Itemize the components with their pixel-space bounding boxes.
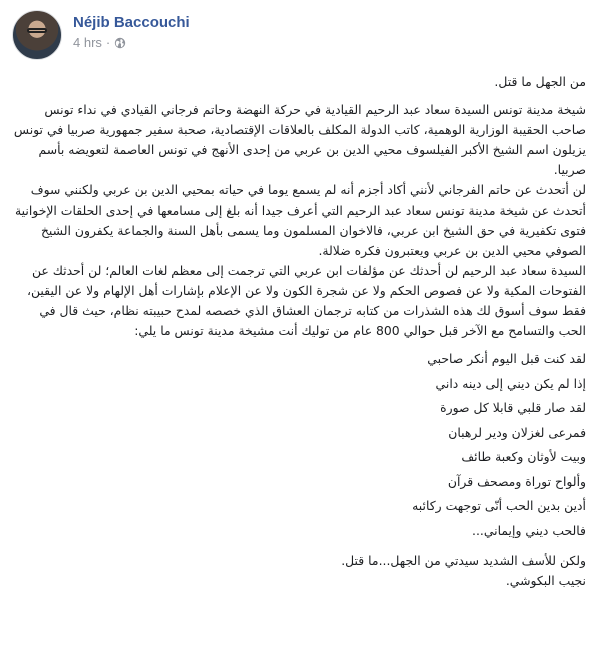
separator-dot: ·	[105, 35, 111, 50]
post-subline	[73, 35, 190, 50]
poem-line: أدين بدين الحب أنّى توجهت ركائبه	[412, 498, 586, 514]
paragraph-2: لن أتحدث عن حاتم الفرجاني لأنني أكاد أجزم أنه لم يسمع يوما في حياته بمحيي الدين بن عربي ولكنني سوف أتحدث عن شيخة مدينة تونس سعاد عبد الرحيم التي أعرف جيدا أنه بلغ إلى مسامعها في إحدى الحلقات الإخوانية فتوى تكفيرية في حق الشيخ ابن عربي، فالاخوان المسلمون وما يسمى بأهل السنة والجماعة يكفرون الشيخ الصوفي محيي الدين بن عربي ويعتبرون فكره ضلالة.	[15, 182, 586, 258]
globe-icon[interactable]	[114, 37, 126, 49]
post-meta	[73, 10, 190, 50]
poem-line: وبيت لأوثان وكعبة طائف	[461, 449, 586, 465]
poem-line: لقد كنت قبل اليوم أنكر صاحبي	[427, 351, 586, 367]
post-header	[12, 10, 588, 62]
closing-line: ولكن للأسف الشديد سيدتي من الجهل...ما قتل.	[341, 553, 586, 569]
post-title: من الجهل ما قتل.	[494, 74, 586, 89]
poem	[12, 347, 586, 543]
paragraph-3: السيدة سعاد عبد الرحيم لن أحدثك عن مؤلفات ابن عربي التي ترجمت إلى معظم لغات العالم؛ لن أحدثك عن الفتوحات المكية ولا عن فصوص الحكم ولا عن شجرة الكون ولا عن الإعلام بإشارات أهل الإلهام ولا عن اليقين، فقط سوف أسوق لك هذه الشذرات من كتابه ترجمان العشاق الذي خصصه لمدح حبيبته نظام، حيث قال في الحب والتسامح مع الآخر قبل حوالي 800 عام من توليك أنت مشيخة مدينة تونس ما يلي:	[27, 262, 586, 339]
post-time[interactable]: 4 hrs	[73, 35, 102, 50]
avatar[interactable]	[12, 10, 62, 60]
poem-line: وألواح توراة ومصحف قرآن	[447, 473, 586, 489]
poem-line: إذا لم يكن ديني إلى دينه داني	[435, 375, 586, 391]
poem-line: فمرعى لغزلان ودير لرهبان	[448, 424, 586, 440]
signature: نجيب البكوشي.	[505, 573, 586, 589]
poem-line: لقد صار قلبي قابلا كل صورة	[440, 400, 586, 416]
author-name[interactable]: Néjib Baccouchi	[73, 14, 190, 31]
paragraph-1: شيخة مدينة تونس السيدة سعاد عبد الرحيم القيادية في حركة النهضة وحاتم فرجاني القيادي في نداء تونس صاحب الحقيبة الوزارية الوهمية، كاتب الدولة المكلف بالعلاقات الإقتصادية، صحبة سفير جمهورية صربيا في تونس يزيلون اسم الشيخ الأكبر الفيلسوف محيي الدين بن عربي من إحدى الأنهج في تونس العاصمة لتعويضه بأسم صربيا.	[13, 102, 586, 178]
post-body	[12, 72, 586, 591]
avatar-glasses-detail	[27, 28, 47, 33]
poem-line: فالحب ديني وإيماني...	[472, 522, 586, 538]
